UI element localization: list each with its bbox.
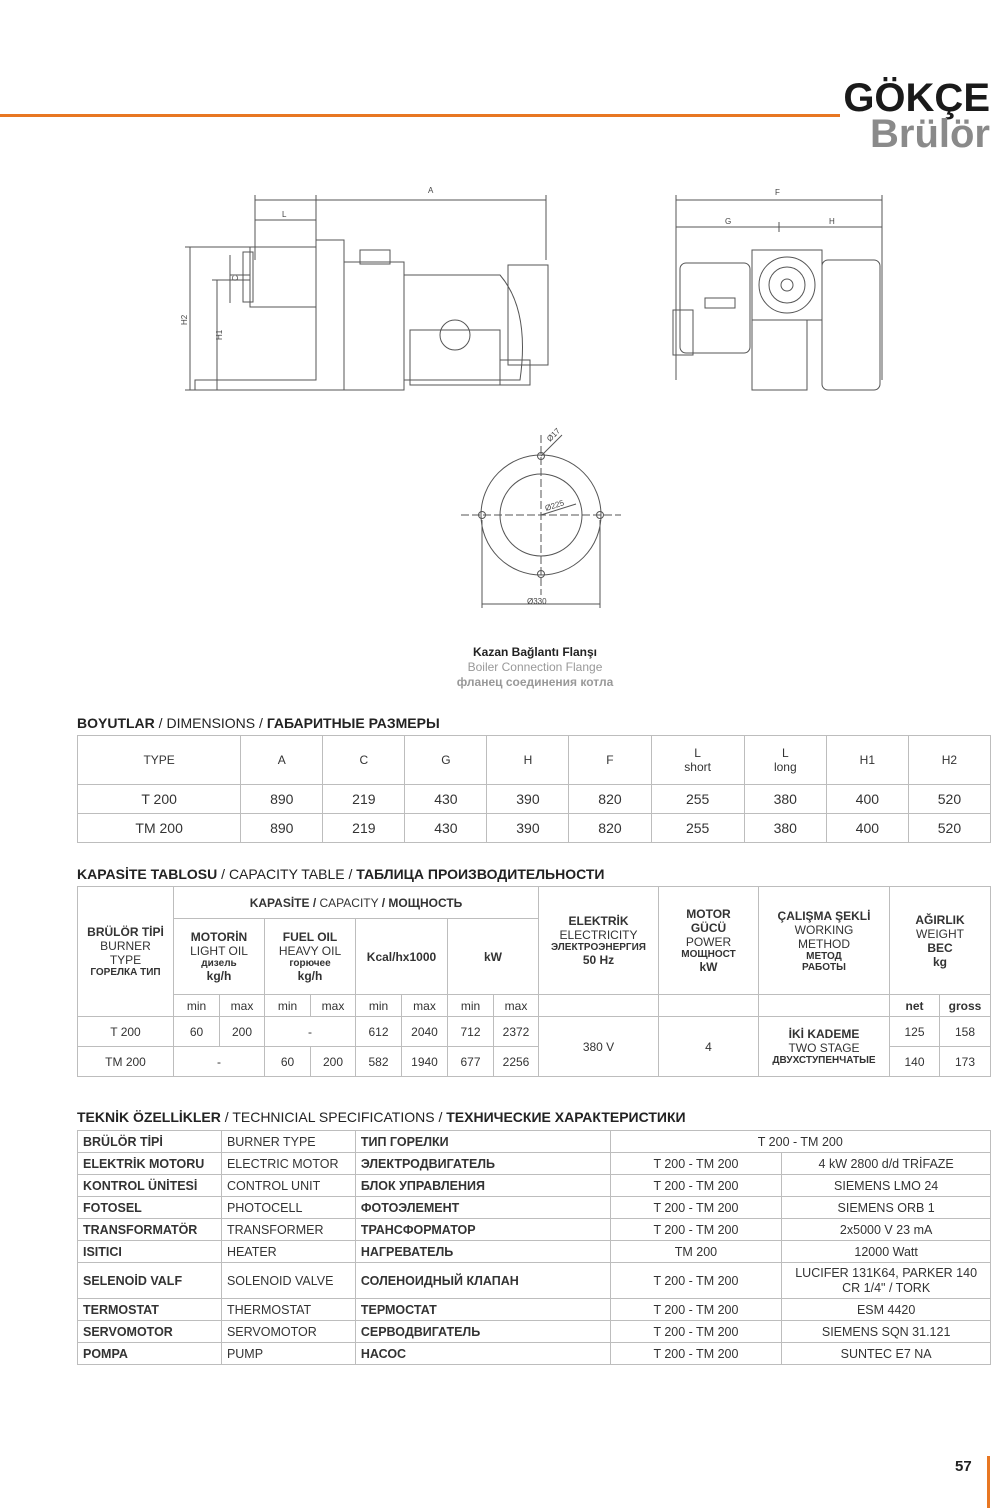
- side-view-drawing: [185, 195, 548, 390]
- label-d225: Ø225: [543, 498, 566, 513]
- label-l: L: [282, 210, 287, 219]
- motor-kw-cell: 4: [659, 1017, 759, 1077]
- label-h: H: [829, 217, 835, 226]
- motor-power-head: MOTOR GÜCÜ POWER МОЩНОСТ kW: [659, 887, 759, 995]
- col-l-long: L long: [744, 736, 826, 785]
- col-l-short: L short: [651, 736, 744, 785]
- col-h2: H2: [908, 736, 990, 785]
- burner-type-head: BRÜLÖR TİPİ BURNER TYPE ГОРЕЛКА ТИП: [78, 887, 174, 1017]
- stage-cell: İKİ KADEME TWO STAGE ДВУХСТУПЕНЧАТЫЕ: [759, 1017, 890, 1077]
- label-d330: Ø330: [527, 597, 547, 606]
- col-f: F: [569, 736, 651, 785]
- brand-logo: [843, 78, 990, 154]
- table-row: TRANSFORMATÖR TRANSFORMER ТРАНСФОРМАТОР T 200 - TM 200 2x5000 V 23 mA: [78, 1219, 991, 1241]
- technical-drawings: [0, 180, 1000, 630]
- capacity-table: BRÜLÖR TİPİ BURNER TYPE ГОРЕЛКА ТИП KAPASİTE / CAPACITY / МОЩНОСТЬ ELEKTRİK ELECTRICITY ЭЛЕКТРОЭНЕРГИЯ 50 Hz MOTOR GÜCÜ POWER МОЩНОСТ kW ÇALIŞMA ŞEKLİ WORKING METHOD МЕТОД РАБОТЫ AĞIRLIK WEIGHT ВЕС kg MOTORİN LIGHT OIL дизель kg/h FUEL OIL HEAVY OIL горючее kg/h Kcal/hx1000 kW min max min max min max min max net gross T 200 60 200 - 612 2040 712 2372 380 V 4 İKİ KADEME TWO STAGE ДВУХСТУПЕНЧАТЫЕ 125 158 TM 200 - 60 200 582 1940 677 2256 140 173: [77, 886, 991, 1077]
- table-row: SELENOİD VALF SOLENOID VALVE СОЛЕНОИДНЫЙ КЛАПАН T 200 - TM 200 LUCIFER 131K64, PARKER 140 CR 1/4" / TORK: [78, 1263, 991, 1299]
- label-h2: H2: [180, 314, 189, 325]
- specs-title: TEKNİK ÖZELLİKLER / TECHNICIAL SPECIFICATIONS / ТЕХНИЧЕСКИЕ ХАРАКТЕРИСТИКИ: [77, 1109, 686, 1125]
- label-g: G: [725, 217, 732, 226]
- header-rule: [0, 114, 840, 117]
- table-row: T 200 60 200 - 612 2040 712 2372 380 V 4 İKİ KADEME TWO STAGE ДВУХСТУПЕНЧАТЫЕ 125 158: [78, 1017, 991, 1047]
- flange-caption: [0, 645, 1000, 690]
- table-row: TM 200 - 60 200 582 1940 677 2256 140 173: [78, 1047, 991, 1077]
- col-h1: H1: [826, 736, 908, 785]
- table-row: ELEKTRİK MOTORU ELECTRIC MOTOR ЭЛЕКТРОДВИГАТЕЛЬ T 200 - TM 200 4 kW 2800 d/d TRİFAZE: [78, 1153, 991, 1175]
- table-row: TM 200 890 219 430 390 820 255 380 400 520: [78, 814, 991, 843]
- label-h1: H1: [215, 329, 224, 340]
- table-row: TERMOSTAT THERMOSTAT ТЕРМОСТАТ T 200 - TM 200 ESM 4420: [78, 1299, 991, 1321]
- kw-head: kW: [448, 919, 539, 995]
- flange-caption-tr: Kazan Bağlantı Flanşı: [472, 645, 598, 659]
- table-row: POMPA PUMP НАСОС T 200 - TM 200 SUNTEC E7 NA: [78, 1343, 991, 1365]
- specs-table: [77, 1130, 991, 1365]
- kcal-head: Kcal/hx1000: [356, 919, 448, 995]
- electric-head: ELEKTRİK ELECTRICITY ЭЛЕКТРОЭНЕРГИЯ 50 Hz: [539, 887, 659, 995]
- light-oil-head: MOTORİN LIGHT OIL дизель kg/h: [174, 919, 265, 995]
- heavy-oil-head: FUEL OIL HEAVY OIL горючее kg/h: [265, 919, 356, 995]
- table-row: KONTROL ÜNİTESİ CONTROL UNIT БЛОК УПРАВЛЕНИЯ T 200 - TM 200 SIEMENS LMO 24: [78, 1175, 991, 1197]
- weight-head: AĞIRLIK WEIGHT ВЕС kg: [890, 887, 991, 995]
- table-row: ISITICI HEATER НАГРЕВАТЕЛЬ TM 200 12000 Watt: [78, 1241, 991, 1263]
- table-row: BRÜLÖR TİPİ BURNER TYPE ТИП ГОРЕЛКИ T 200 - TM 200: [78, 1131, 991, 1153]
- flange-caption-ru: фланец соединения котла: [456, 675, 614, 689]
- dimensions-table: [77, 735, 991, 843]
- voltage-cell: 380 V: [539, 1017, 659, 1077]
- page-bar: [987, 1456, 990, 1508]
- page-number: 57: [955, 1458, 972, 1475]
- label-a: A: [428, 186, 434, 195]
- capacity-title: KAPASİTE TABLOSU / CAPACITY TABLE / ТАБЛИЦА ПРОИЗВОДИТЕЛЬНОСТИ: [77, 866, 605, 882]
- col-g: G: [405, 736, 487, 785]
- flange-caption-en: Boiler Connection Flange: [467, 660, 603, 674]
- brand-line2: Brülör: [870, 112, 990, 156]
- capacity-head: KAPASİTE / CAPACITY / МОЩНОСТЬ: [174, 887, 539, 919]
- front-view-drawing: [673, 195, 882, 390]
- flange-drawing: [461, 435, 621, 608]
- table-row: FOTOSEL PHOTOCELL ФОТОЭЛЕМЕНТ T 200 - TM 200 SIEMENS ORB 1: [78, 1197, 991, 1219]
- col-type: TYPE: [78, 736, 241, 785]
- method-head: ÇALIŞMA ŞEKLİ WORKING METHOD МЕТОД РАБОТЫ: [759, 887, 890, 995]
- col-a: A: [241, 736, 323, 785]
- col-h: H: [487, 736, 569, 785]
- col-c: C: [323, 736, 405, 785]
- label-f: F: [775, 188, 780, 197]
- label-c: C: [231, 275, 240, 281]
- table-row: T 200 890 219 430 390 820 255 380 400 520: [78, 785, 991, 814]
- label-d17: Ø17: [545, 426, 563, 444]
- dimensions-title: BOYUTLAR / DIMENSIONS / ГАБАРИТНЫЕ РАЗМЕРЫ: [77, 715, 440, 731]
- table-row: SERVOMOTOR SERVOMOTOR СЕРВОДВИГАТЕЛЬ T 200 - TM 200 SIEMENS SQN 31.121: [78, 1321, 991, 1343]
- brand-line1: GÖKÇE: [843, 76, 990, 120]
